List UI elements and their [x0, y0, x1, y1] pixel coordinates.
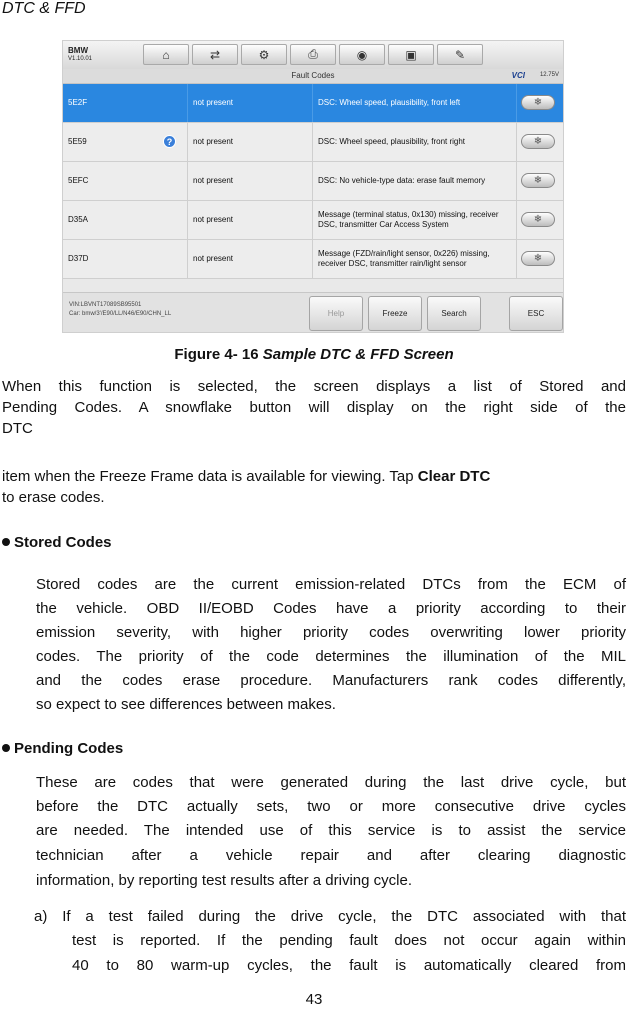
caption-title: Sample DTC & FFD Screen	[262, 346, 454, 363]
dtc-description: Message (terminal status, 0x130) missing, receiver DSC, transmitter Car Access System	[313, 201, 517, 239]
dtc-status: not present	[188, 201, 313, 239]
pending-codes-line: before the DTC actually sets, two or more consecutive drive cycles	[36, 798, 626, 815]
printer-icon[interactable]: ⎙	[290, 44, 336, 65]
title-bar	[63, 69, 563, 84]
fault-code-list	[63, 84, 563, 279]
save-icon[interactable]: ▣	[388, 44, 434, 65]
battery-voltage: 12.75V	[539, 72, 559, 78]
intro-line: to erase codes.	[2, 489, 105, 506]
dtc-description: Message (FZD/rain/light sensor, 0x226) missing, receiver DSC, transmitter rain/light sensor	[313, 240, 517, 278]
pending-codes-line: technician after a vehicle repair and after clearing diagnostic	[36, 847, 626, 864]
dtc-description: DSC: Wheel speed, plausibility, front left	[313, 84, 517, 122]
vehicle-swap-icon[interactable]: ⇄	[192, 44, 238, 65]
dtc-code: D35A	[63, 201, 188, 239]
record-icon[interactable]: ◉	[339, 44, 385, 65]
dtc-status: not present	[188, 240, 313, 278]
stored-codes-line: the vehicle. OBD II/EOBD Codes have a priority according to their	[36, 600, 626, 617]
heading-text: Pending Codes	[14, 740, 124, 757]
dtc-description: DSC: No vehicle-type data: erase fault memory	[313, 162, 517, 200]
dtc-status: not present	[188, 123, 313, 161]
snowflake-icon[interactable]: ❄	[521, 95, 555, 110]
bullet-icon	[2, 744, 10, 752]
bottom-bar	[63, 292, 563, 333]
brand-name: BMW	[68, 46, 88, 55]
snowflake-icon[interactable]: ❄	[521, 251, 555, 266]
home-icon[interactable]: ⌂	[143, 44, 189, 65]
page-number: 43	[305, 991, 323, 1008]
item-a-line: a) If a test failed during the drive cycle, the DTC associated with that	[34, 908, 626, 925]
intro-line	[2, 466, 626, 487]
freeze-button[interactable]: Freeze	[368, 296, 422, 331]
toolbar	[63, 41, 563, 70]
table-row[interactable]	[63, 123, 563, 162]
gear-icon[interactable]: ⚙	[241, 44, 287, 65]
vehicle-info	[69, 301, 171, 319]
intro-line: DTC	[2, 420, 33, 437]
dtc-code: 5E59	[63, 123, 188, 161]
version-label: V1.10.01	[68, 56, 93, 62]
bullet-icon	[2, 538, 10, 546]
item-a-line: test is reported. If the pending fault does not occur again within	[72, 932, 626, 949]
intro-line: Pending Codes. A snowflake button will display on the right side of the	[2, 399, 626, 416]
stored-codes-heading	[2, 534, 112, 551]
dtc-description: DSC: Wheel speed, plausibility, front right	[313, 123, 517, 161]
vin-label: VIN:LBVNT17089SB95501	[69, 302, 142, 308]
dtc-code: 5E2F	[63, 84, 188, 122]
snowflake-icon[interactable]: ❄	[521, 212, 555, 227]
stored-codes-line: Stored codes are the current emission-related DTCs from the ECM of	[36, 576, 626, 593]
pending-codes-line: information, by reporting test results after a driving cycle.	[36, 872, 412, 889]
intro-text: item when the Freeze Frame data is available for viewing. Tap	[2, 468, 418, 485]
car-label: Car: bmw/3'/E90/LL/N46/E90/CHN_LL	[69, 311, 172, 317]
intro-line: When this function is selected, the screen displays a list of Stored and	[2, 378, 626, 395]
search-button[interactable]: Search	[427, 296, 481, 331]
stored-codes-line: so expect to see differences between makes.	[36, 696, 336, 713]
pen-icon[interactable]: ✎	[437, 44, 483, 65]
device-screenshot	[62, 40, 564, 333]
pending-codes-line: These are codes that were generated during the last drive cycle, but	[36, 774, 626, 791]
snowflake-icon[interactable]: ❄	[521, 134, 555, 149]
dtc-status: not present	[188, 162, 313, 200]
esc-button[interactable]: ESC	[509, 296, 563, 331]
clear-dtc-term: Clear DTC	[417, 468, 491, 485]
stored-codes-line: and the codes erase procedure. Manufacturers rank codes differently,	[36, 672, 626, 689]
vci-indicator: VCI	[511, 71, 525, 80]
dtc-code: D37D	[63, 240, 188, 278]
help-icon[interactable]: ?	[163, 135, 176, 148]
table-row[interactable]	[63, 162, 563, 201]
caption-number: Figure 4- 16	[174, 346, 259, 363]
dtc-code: 5EFC	[63, 162, 188, 200]
snowflake-icon[interactable]: ❄	[521, 173, 555, 188]
dtc-status: not present	[188, 84, 313, 122]
brand-label	[68, 46, 92, 64]
running-header: DTC & FFD	[2, 0, 86, 17]
item-a-line: 40 to 80 warm-up cycles, the fault is automatically cleared from	[72, 957, 626, 974]
toolbar-buttons	[143, 44, 486, 66]
stored-codes-line: codes. The priority of the code determines the illumination of the MIL	[36, 648, 626, 665]
screen-title: Fault Codes	[291, 71, 335, 80]
help-button[interactable]: Help	[309, 296, 363, 331]
figure-caption	[0, 346, 628, 363]
table-row[interactable]	[63, 84, 563, 123]
pending-codes-heading	[2, 740, 123, 757]
table-row[interactable]	[63, 201, 563, 240]
heading-text: Stored Codes	[14, 534, 112, 551]
pending-codes-line: are needed. The intended use of this service is to assist the service	[36, 822, 626, 839]
stored-codes-line: emission severity, with higher priority codes overwriting lower priority	[36, 624, 626, 641]
table-row[interactable]	[63, 240, 563, 279]
